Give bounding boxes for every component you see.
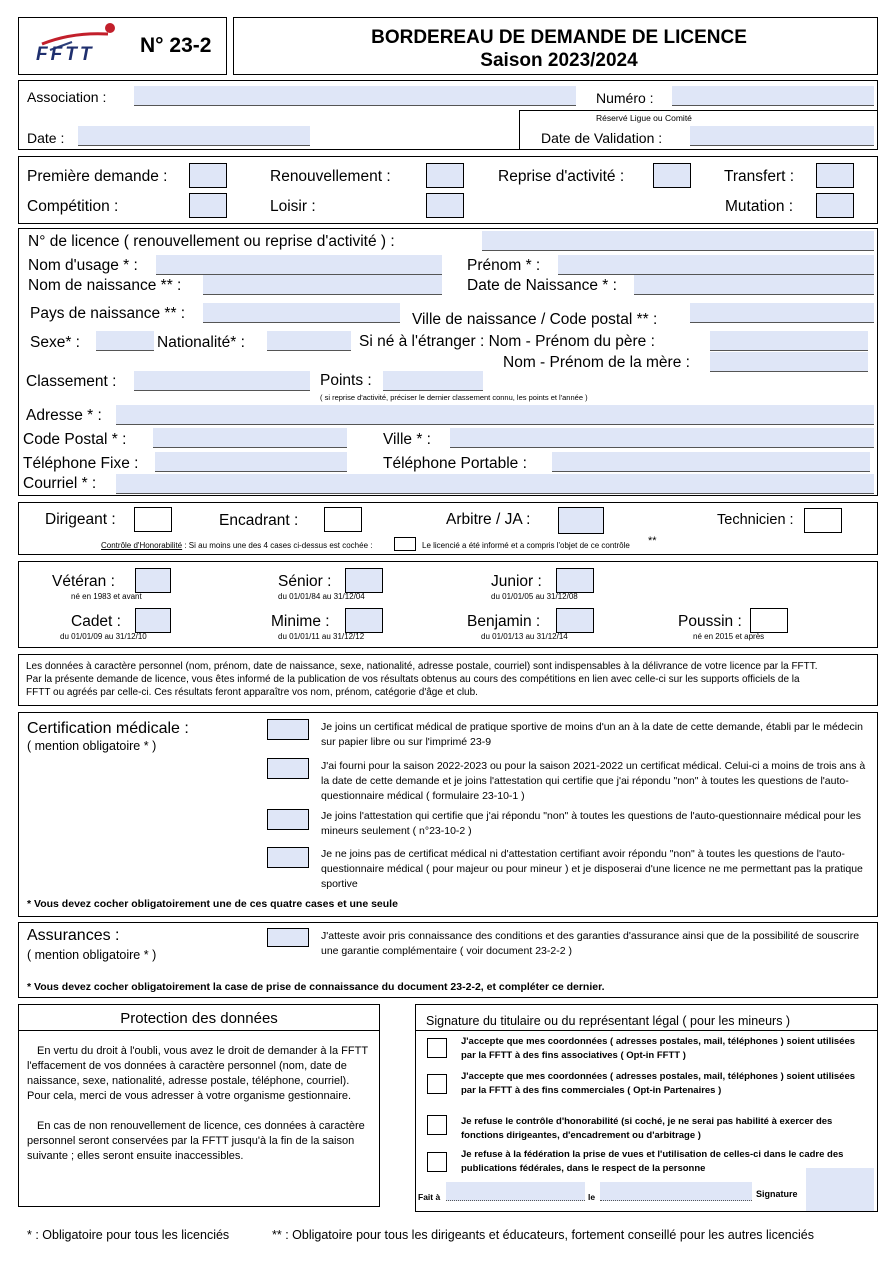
encadrant-label: Encadrant : [219, 512, 299, 529]
sexe-label: Sexe* : [30, 334, 80, 351]
tel-portable-label: Téléphone Portable : [383, 455, 527, 472]
optin-fftt-text: J'accepte que mes coordonnées ( adresses postales, mail, téléphones ) soient utilisées par la FFTT à des fins associatives ( Opt-in FFTT ) [461, 1036, 856, 1061]
adresse-field[interactable] [116, 405, 874, 425]
category-minime-range: du 01/01/11 au 31/12/12 [278, 632, 365, 641]
association-field[interactable] [134, 86, 576, 106]
fait-label: Fait à [418, 1192, 441, 1202]
category-benjamin-checkbox[interactable] [556, 608, 594, 633]
refuse-photos-checkbox[interactable] [427, 1152, 447, 1172]
date-label: Date : [27, 130, 65, 146]
insurance-text: J'atteste avoir pris connaissance des conditions et des garanties d'assurance ainsi que de la possibilité de souscrire une garantie complémentaire ( voir document 23-2-2 ) [321, 930, 860, 957]
category-poussin-checkbox[interactable] [750, 608, 788, 633]
courriel-field[interactable] [116, 474, 874, 494]
tel-portable-field[interactable] [552, 452, 870, 472]
dirigeant-label: Dirigeant : [45, 511, 116, 528]
category-junior-label: Junior : [491, 573, 542, 590]
controle-link: Contrôle d'Honorabilité [101, 541, 183, 550]
courriel-label: Courriel * : [23, 475, 97, 492]
date-validation-label: Date de Validation : [541, 130, 663, 146]
date-naissance-label: Date de Naissance * : [467, 277, 617, 294]
medical-option-2-text: J'ai fourni pour la saison 2022-2023 ou pour la saison 2021-2022 un certificat médical. Celui-ci a moins de trois ans à la date de cette demande et je joins l'attestation qui certifie que j'ai répondu "non" à toutes les questions de l'auto-questionnaire médical ( formulaire 23-10-1 ) [321, 760, 866, 802]
technicien-label: Technicien : [717, 512, 794, 528]
points-label: Points : [320, 372, 372, 389]
insurance-checkbox[interactable] [267, 928, 309, 947]
category-senior-checkbox[interactable] [345, 568, 383, 593]
privacy-line-2: Par la présente demande de licence, vous êtes informé de la publication de vos résultats obtenus au cours des compétitions en lien avec celle-ci sur les supports officiels de la [26, 674, 800, 685]
transfert-label: Transfert : [724, 168, 795, 185]
footer-note-2: ** : Obligatoire pour tous les dirigeants et éducateurs, fortement conseillé pour les autres licenciés [272, 1228, 814, 1242]
nom-naissance-field[interactable] [203, 275, 442, 295]
le-date-field[interactable] [600, 1182, 752, 1201]
medical-option-2-checkbox[interactable] [267, 758, 309, 779]
medical-title: Certification médicale : [27, 720, 189, 737]
pays-naissance-label: Pays de naissance ** : [30, 305, 186, 322]
date-field[interactable] [78, 126, 310, 146]
signature-title-divider [415, 1030, 878, 1031]
mutation-checkbox[interactable] [816, 193, 854, 218]
encadrant-checkbox[interactable] [324, 507, 362, 532]
medical-option-3-checkbox[interactable] [267, 809, 309, 830]
form-title: BORDEREAU DE DEMANDE DE LICENCE [371, 27, 747, 48]
privacy-line-3: FFTT ou agréés par celle-ci. Ces résultats feront apparaître vos nom, prénom, catégorie d'âge et club. [26, 687, 478, 698]
mutation-label: Mutation : [725, 198, 794, 215]
refuse-photos-text: Je refuse à la fédération la prise de vues et l'utilisation de celles-ci dans le cadre des publications fédérales, dans le respect de la personne [461, 1149, 844, 1174]
medical-option-1-checkbox[interactable] [267, 719, 309, 740]
medical-option-4-checkbox[interactable] [267, 847, 309, 868]
optin-fftt-checkbox[interactable] [427, 1038, 447, 1058]
category-veteran-range: né en 1983 et avant [71, 592, 142, 601]
category-cadet-checkbox[interactable] [135, 608, 171, 633]
informe-label: Le licencié a été informé et a compris l'objet de ce contrôle [422, 541, 630, 550]
renouvellement-checkbox[interactable] [426, 163, 464, 188]
signature-label: Signature [756, 1189, 798, 1199]
signature-title: Signature du titulaire ou du représentant légal ( pour les mineurs ) [426, 1014, 791, 1028]
points-note: ( si reprise d'activité, préciser le dernier classement connu, les points et l'année ) [320, 393, 588, 402]
loisir-checkbox[interactable] [426, 193, 464, 218]
form-number: N° 23-2 [140, 34, 212, 57]
nationalite-field[interactable] [267, 331, 351, 351]
insurance-note: * Vous devez cocher obligatoirement la case de prise de connaissance du document 23-2-2, et compléter ce dernier. [27, 981, 605, 993]
insurance-title: Assurances : [27, 927, 120, 944]
protection-title: Protection des données [120, 1010, 278, 1027]
category-veteran-checkbox[interactable] [135, 568, 171, 593]
controle-honorabilite-text [101, 541, 372, 551]
category-senior-range: du 01/01/84 au 31/12/04 [278, 592, 365, 601]
pays-naissance-field[interactable] [203, 303, 400, 323]
ville-naissance-label: Ville de naissance / Code postal ** : [412, 311, 658, 328]
nom-naissance-label: Nom de naissance ** : [28, 277, 182, 294]
pere-label: Si né à l'étranger : Nom - Prénom du père : [359, 333, 655, 350]
sexe-field[interactable] [96, 331, 154, 351]
category-junior-range: du 01/01/05 au 31/12/08 [491, 592, 578, 601]
arbitre-label: Arbitre / JA : [446, 511, 531, 528]
optin-partners-checkbox[interactable] [427, 1074, 447, 1094]
competition-checkbox[interactable] [189, 193, 227, 218]
pere-field[interactable] [710, 331, 868, 351]
category-poussin-range: né en 2015 et après [693, 632, 765, 641]
protection-para-2: En cas de non renouvellement de licence, ces données à caractère personnel seront conservées par la FFTT jusqu'à la fin de la saison suivante ; elles seront ensuite inaccessibles. [27, 1120, 365, 1162]
licence-number-label: N° de licence ( renouvellement ou reprise d'activité ) : [28, 233, 395, 250]
season-title: Saison 2023/2024 [480, 50, 638, 71]
fait-field[interactable] [446, 1182, 585, 1201]
medical-option-3-text: Je joins l'attestation qui certifie que j'ai répondu "non" à toutes les questions de l'auto-questionnaire médical pour les mineurs seulement ( n°23-10-2 ) [321, 810, 861, 837]
signature-field[interactable] [806, 1168, 874, 1211]
association-label: Association : [27, 89, 107, 105]
reprise-label: Reprise d'activité : [498, 168, 625, 185]
logo-text: FFTT [36, 44, 95, 65]
medical-subtitle: ( mention obligatoire * ) [27, 739, 157, 753]
reserved-label: Réservé Ligue ou Comité [596, 113, 692, 123]
renouvellement-label: Renouvellement : [270, 168, 391, 185]
optin-partners-text: J'accepte que mes coordonnées ( adresses postales, mail, téléphones ) soient utilisées par la FFTT à des fins commerciales ( Opt-in Partenaires ) [461, 1071, 856, 1096]
code-postal-label: Code Postal * : [23, 431, 127, 448]
dirigeant-checkbox[interactable] [134, 507, 172, 532]
category-junior-checkbox[interactable] [556, 568, 594, 593]
mere-label: Nom - Prénom de la mère : [503, 354, 690, 371]
nom-usage-label: Nom d'usage * : [28, 257, 138, 274]
category-cadet-label: Cadet : [71, 613, 121, 630]
category-benjamin-range: du 01/01/13 au 31/12/14 [481, 632, 568, 641]
points-field[interactable] [383, 371, 483, 391]
arbitre-checkbox[interactable] [558, 507, 604, 534]
classement-label: Classement : [26, 373, 117, 390]
licence-number-field[interactable] [482, 231, 874, 251]
nationalite-label: Nationalité* : [157, 334, 245, 351]
controle-desc: : Si au moins une des 4 cases ci-dessus est cochée : [182, 541, 373, 550]
category-cadet-range: du 01/01/09 au 31/12/10 [60, 632, 147, 641]
informe-checkbox[interactable] [394, 537, 416, 551]
ville-field[interactable] [450, 428, 874, 448]
transfert-checkbox[interactable] [816, 163, 854, 188]
prenom-field[interactable] [558, 255, 874, 275]
premiere-demande-checkbox[interactable] [189, 163, 227, 188]
classement-field[interactable] [134, 371, 310, 391]
ville-naissance-field[interactable] [690, 303, 874, 323]
ville-label: Ville * : [383, 431, 431, 448]
footer-note-1: * : Obligatoire pour tous les licenciés [27, 1228, 230, 1242]
privacy-line-1: Les données à caractère personnel (nom, prénom, date de naissance, sexe, nationalité, adresse postale, courriel) sont indispensables à la délivrance de votre licence par la FFTT. [26, 661, 818, 672]
le-label: le [588, 1192, 596, 1202]
category-poussin-label: Poussin : [678, 613, 742, 630]
protection-section [18, 1004, 380, 1207]
nom-usage-field[interactable] [156, 255, 442, 275]
medical-option-1-text: Je joins un certificat médical de pratique sportive de moins d'un an à la date de cette demande, établi par le médecin sur papier libre ou sur l'imprimé 23-9 [321, 721, 863, 748]
medical-note: * Vous devez cocher obligatoirement une de ces quatre cases et une seule [27, 898, 398, 910]
insurance-subtitle: ( mention obligatoire * ) [27, 948, 157, 962]
loisir-label: Loisir : [270, 198, 316, 215]
technicien-checkbox[interactable] [804, 508, 842, 533]
category-benjamin-label: Benjamin : [467, 613, 541, 630]
competition-label: Compétition : [27, 198, 119, 215]
tel-fixe-field[interactable] [155, 452, 347, 472]
refuse-honorabilite-checkbox[interactable] [427, 1115, 447, 1135]
category-senior-label: Sénior : [278, 573, 332, 590]
refuse-honorabilite-text: Je refuse le contrôle d'honorabilité (si coché, je ne serai pas habilité à exercer des fonctions dirigeantes, d'encadrement ou d'arbitrage ) [461, 1116, 833, 1141]
tel-fixe-label: Téléphone Fixe : [23, 455, 139, 472]
numero-field[interactable] [672, 86, 874, 106]
reprise-checkbox[interactable] [653, 163, 691, 188]
prenom-label: Prénom * : [467, 257, 541, 274]
numero-label: Numéro : [596, 90, 654, 106]
adresse-label: Adresse * : [26, 407, 102, 424]
category-minime-checkbox[interactable] [345, 608, 383, 633]
category-veteran-label: Vétéran : [52, 573, 115, 590]
date-naissance-field[interactable] [634, 275, 874, 295]
protection-title-divider [18, 1030, 380, 1031]
category-minime-label: Minime : [271, 613, 330, 630]
medical-option-4-text: Je ne joins pas de certificat médical ni d'attestation certifiant avoir répondu "non" à toutes les questions de l'auto-questionnaire médical ( pour majeur ou pour mineur ) et je disposerai d'une licence ne me permettant pas la pratique sportive [321, 848, 863, 890]
code-postal-field[interactable] [153, 428, 347, 448]
date-validation-field[interactable] [690, 126, 874, 146]
premiere-demande-label: Première demande : [27, 168, 168, 185]
informe-stars: ** [648, 535, 657, 547]
mere-field[interactable] [710, 352, 868, 372]
protection-para-1: En vertu du droit à l'oubli, vous avez le droit de demander à la FFTT l'effacement de vos données à caractère personnel (nom, date de naissance, sexe, nationalité, adresse postale, téléphone, courriel). Pour cela, merci de vous adresser à votre organisme gestionnaire. [27, 1045, 368, 1102]
